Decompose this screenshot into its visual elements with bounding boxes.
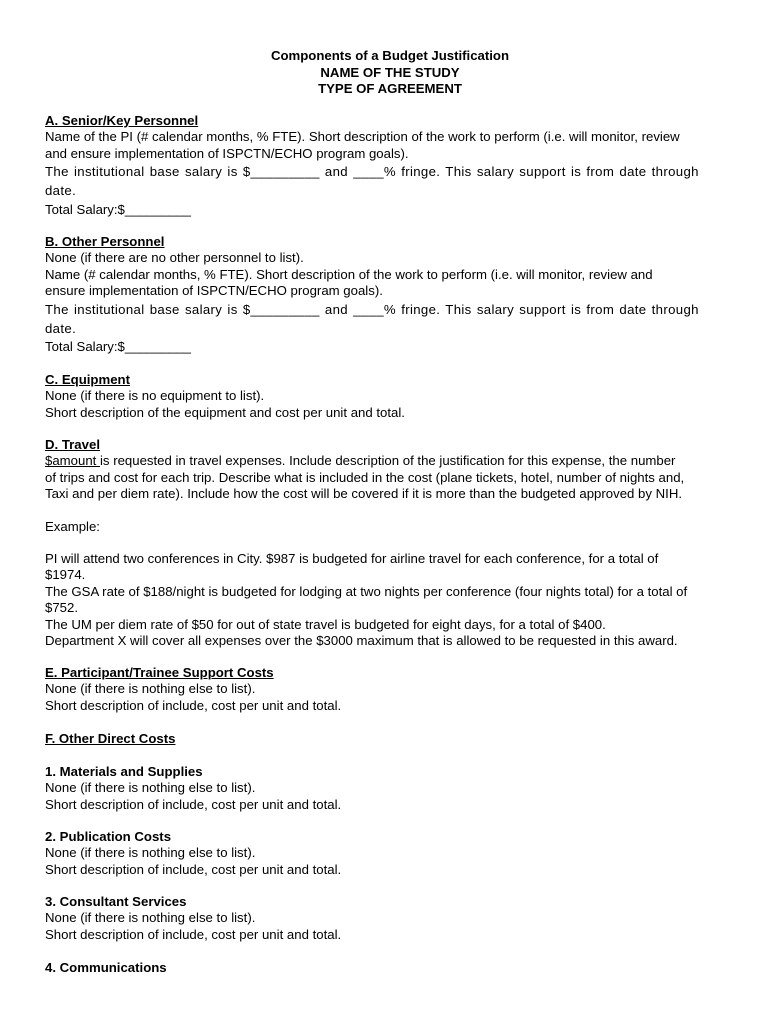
- section-e-heading: E. Participant/Trainee Support Costs: [45, 665, 274, 680]
- section-e: [45, 665, 735, 714]
- section-a-line2: and ensure implementation of ISPCTN/ECHO program goals).: [45, 145, 409, 161]
- section-a-salary-cont: date.: [45, 183, 77, 199]
- section-c-heading: C. Equipment: [45, 372, 130, 387]
- section-e-none: None (if there is nothing else to list).: [45, 681, 256, 697]
- section-a-total-salary: Total Salary:$_________: [45, 202, 191, 218]
- section-b: [45, 234, 735, 355]
- materials-supplies-title: 1. Materials and Supplies: [45, 764, 203, 779]
- example-line4: Department X will cover all expenses over the $3000 maximum that is allowed to be requested in this award.: [45, 633, 678, 649]
- section-c-desc: Short description of the equipment and cost per unit and total.: [45, 404, 405, 420]
- section-a-line1: Name of the PI (# calendar months, % FTE). Short description of the work to perform (i.e. will monitor, review: [45, 129, 680, 145]
- consultant-services-desc: Short description of include, cost per unit and total.: [45, 926, 342, 942]
- section-f-heading-text: F. Other Direct Costs: [45, 731, 176, 746]
- document-header: [45, 48, 735, 98]
- section-b-heading: B. Other Personnel: [45, 234, 165, 249]
- section-b-line2: ensure implementation of ISPCTN/ECHO program goals).: [45, 283, 383, 299]
- publication-costs-title: 2. Publication Costs: [45, 829, 172, 844]
- section-d: [45, 437, 735, 503]
- publication-costs-none: None (if there is nothing else to list).: [45, 845, 256, 861]
- section-f-heading: [45, 731, 735, 747]
- document-title: Components of a Budget Justification: [270, 48, 510, 63]
- section-d-line3: Taxi and per diem rate). Include how the cost will be covered if it is more than the budgeted approved by NIH.: [45, 486, 683, 502]
- consultant-services-title: 3. Consultant Services: [45, 894, 187, 909]
- section-b-salary-cont: date.: [45, 320, 77, 336]
- travel-amount: $amount: [45, 453, 100, 469]
- section-d-heading: D. Travel: [45, 437, 100, 452]
- section-b-total-salary: Total Salary:$_________: [45, 338, 191, 354]
- example-line2: The GSA rate of $188/night is budgeted for lodging at two nights per conference (four nights total) for a total of: [45, 583, 688, 599]
- section-c: [45, 372, 735, 421]
- section-b-salary: The institutional base salary is $_________ and ____% fringe. This salary support is from date through: [45, 301, 699, 317]
- section-c-none: None (if there is no equipment to list).: [45, 388, 265, 404]
- example-line3: The UM per diem rate of $50 for out of state travel is budgeted for eight days, for a total of $400.: [45, 616, 606, 632]
- agreement-type: TYPE OF AGREEMENT: [318, 81, 462, 96]
- example-label: Example:: [45, 519, 100, 534]
- section-e-desc: Short description of include, cost per unit and total.: [45, 697, 342, 713]
- communications-title: 4. Communications: [45, 960, 167, 975]
- section-a: [45, 113, 735, 219]
- publication-costs-desc: Short description of include, cost per unit and total.: [45, 861, 342, 877]
- section-a-salary: The institutional base salary is $_________ and ____% fringe. This salary support is from date through: [45, 164, 699, 180]
- consultant-services: [45, 894, 735, 943]
- example-line2-cont: $752.: [45, 600, 79, 616]
- materials-supplies-desc: Short description of include, cost per unit and total.: [45, 796, 342, 812]
- section-a-heading: A. Senior/Key Personnel: [45, 113, 199, 128]
- example-line1: PI will attend two conferences in City. $987 is budgeted for airline travel for each conference, for a total of: [45, 551, 659, 566]
- communications: [45, 960, 735, 976]
- section-d-line1-text: is requested in travel expenses. Include description of the justification for this expense, the number: [100, 453, 676, 469]
- section-b-line1: Name (# calendar months, % FTE). Short description of the work to perform (i.e. will monitor, review and: [45, 266, 653, 282]
- materials-supplies: [45, 764, 735, 813]
- materials-supplies-none: None (if there is nothing else to list).: [45, 780, 256, 796]
- travel-example: [45, 551, 735, 649]
- publication-costs: [45, 829, 735, 878]
- section-d-line1: [45, 453, 735, 469]
- section-d-line2: of trips and cost for each trip. Describe what is included in the cost (plane tickets, hotel, number of nights and,: [45, 469, 685, 485]
- section-b-none: None (if there are no other personnel to list).: [45, 250, 304, 266]
- study-name: NAME OF THE STUDY: [320, 64, 460, 80]
- example-line1-cont: $1974.: [45, 567, 86, 583]
- consultant-services-none: None (if there is nothing else to list).: [45, 910, 256, 926]
